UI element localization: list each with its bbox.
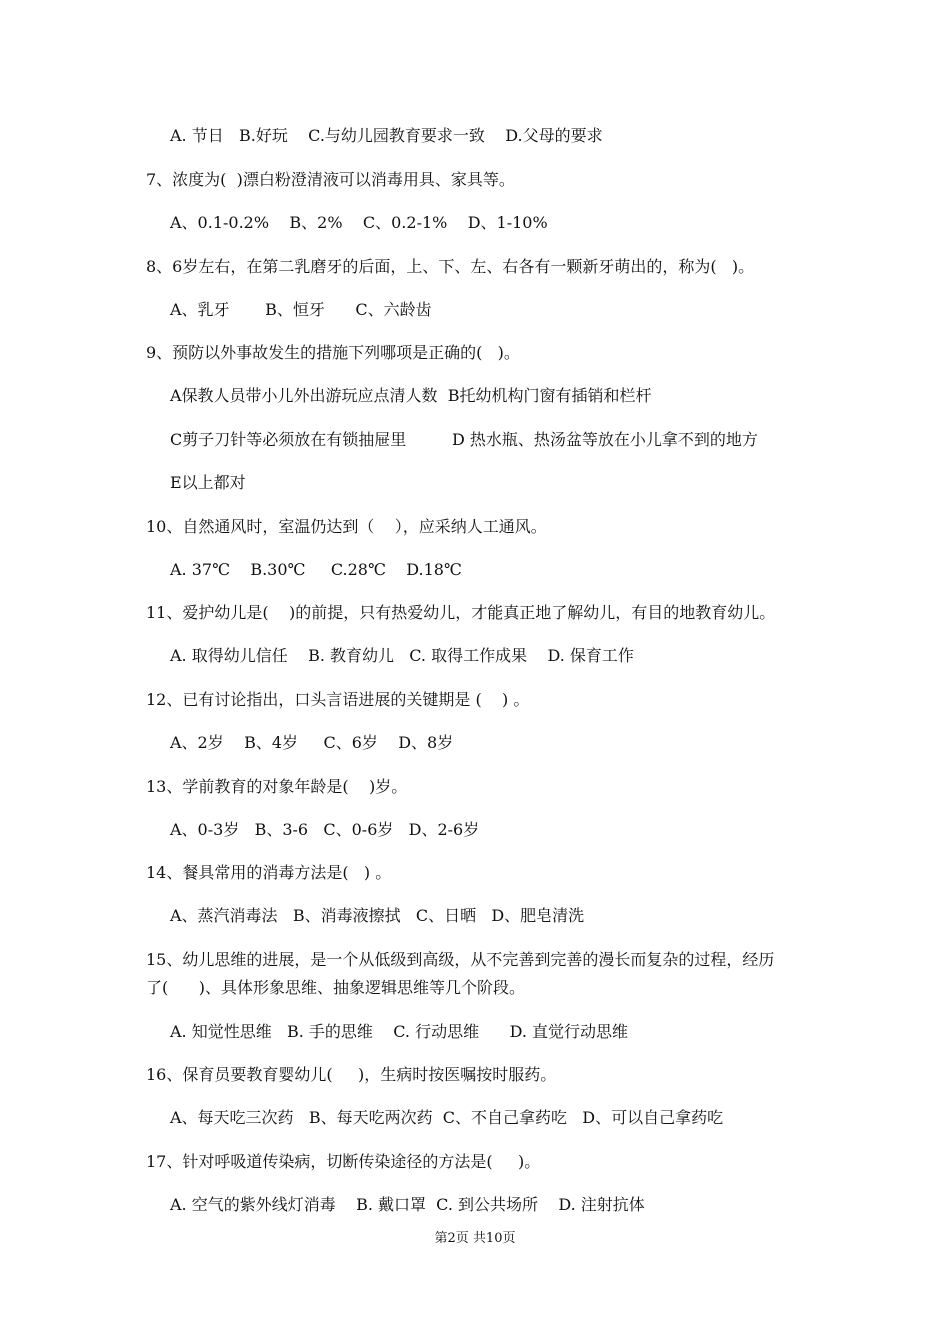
question-7: 7、浓度为( )漂白粉澄清液可以消毒用具、家具等。 [146, 170, 515, 189]
question-15-line-1: 15、幼儿思维的进展，是一个从低级到高级，从不完善到完善的漫长而复杂的过程，经历 [146, 950, 775, 969]
q16-options: A、每天吃三次药 B、每天吃两次药 C、不自己拿药吃 D、可以自己拿药吃 [170, 1108, 724, 1127]
question-17: 17、针对呼吸道传染病，切断传染途径的方法是( )。 [146, 1152, 541, 1171]
question-12: 12、已有讨论指出，口头言语进展的关键期是 ( ) 。 [146, 690, 530, 709]
question-13: 13、学前教育的对象年龄是( )岁。 [146, 777, 408, 796]
question-14: 14、餐具常用的消毒方法是( ) 。 [146, 863, 392, 882]
q10-options: A. 37℃ B.30℃ C.28℃ D.18℃ [170, 560, 462, 579]
q9-options-row-2: C剪子刀针等必须放在有锁抽屉里 D 热水瓶、热汤盆等放在小儿拿不到的地方 [170, 430, 758, 449]
q9-options-row-1: A保教人员带小儿外出游玩应点清人数 B托幼机构门窗有插销和栏杆 [170, 386, 652, 405]
question-8: 8、6岁左右，在第二乳磨牙的后面，上、下、左、右各有一颗新牙萌出的，称为( )。 [146, 257, 755, 276]
question-16: 16、保育员要教育婴幼儿( )，生病时按医嘱按时服药。 [146, 1065, 557, 1084]
q17-options: A. 空气的紫外线灯消毒 B. 戴口罩 C. 到公共场所 D. 注射抗体 [170, 1195, 645, 1214]
question-10: 10、自然通风时，室温仍达到（ ），应采纳人工通风。 [146, 517, 547, 536]
question-9: 9、预防以外事故发生的措施下列哪项是正确的( )。 [146, 343, 520, 362]
q7-options: A、0.1-0.2% B、2% C、0.2-1% D、1-10% [170, 213, 548, 232]
q13-options: A、0-3岁 B、3-6 C、0-6岁 D、2-6岁 [170, 820, 480, 839]
q15-options: A. 知觉性思维 B. 手的思维 C. 行动思维 D. 直觉行动思维 [170, 1022, 629, 1041]
question-11: 11、爱护幼儿是( )的前提，只有热爱幼儿，才能真正地了解幼儿，有目的地教育幼儿。 [146, 603, 776, 622]
page-footer: 第2页 共10页 [434, 1231, 516, 1246]
q14-options: A、蒸汽消毒法 B、消毒液擦拭 C、日晒 D、肥皂清洗 [170, 906, 585, 925]
q11-options: A. 取得幼儿信任 B. 教育幼儿 C. 取得工作成果 D. 保育工作 [170, 646, 634, 665]
q8-options: A、乳牙 B、恒牙 C、六龄齿 [170, 300, 432, 319]
question-15-line-2: 了( )、具体形象思维、抽象逻辑思维等几个阶段。 [146, 978, 526, 997]
q9-options-row-3: E以上都对 [170, 473, 246, 492]
q12-options: A、2岁 B、4岁 C、6岁 D、8岁 [170, 733, 454, 752]
q6-options: A. 节日 B.好玩 C.与幼儿园教育要求一致 D.父母的要求 [170, 126, 603, 145]
